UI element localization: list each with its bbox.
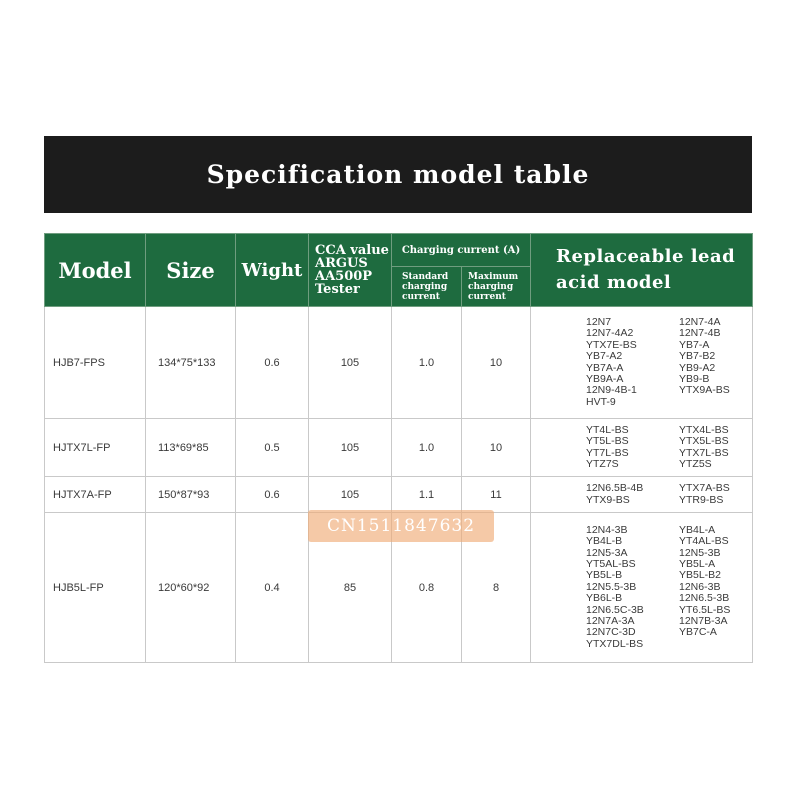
model-cell: HJB7-FPS — [45, 307, 146, 419]
size-cell: 150*87*93 — [146, 477, 236, 513]
replaceable-model: 12N6-3B — [679, 580, 721, 593]
replaceable-model: 12N5-3B — [679, 546, 721, 559]
replaceable-model: YB5L-B — [586, 569, 623, 582]
replaceable-model: YT5AL-BS — [586, 557, 636, 570]
replaceable-model: YTX9A-BS — [679, 384, 730, 397]
replaceable-model: YT4L-BS — [586, 423, 629, 436]
model-cell: HJB5L-FP — [45, 513, 146, 663]
header-maximum-line: Maximum — [468, 271, 519, 282]
replaceable-model: 12N7A-3A — [586, 615, 635, 628]
replaceable-model: 12N7-4B — [679, 327, 721, 340]
replaceable-model: YT7L-BS — [586, 446, 629, 459]
replaceable-list — [531, 525, 752, 650]
title-banner — [44, 136, 752, 213]
replaceable-list — [531, 317, 752, 408]
header-replaceable-line: Replaceable lead — [556, 246, 736, 267]
weight-cell: 0.4 — [236, 513, 309, 663]
standard-current-cell: 1.0 — [392, 419, 462, 477]
cca-cell: 105 — [309, 307, 392, 419]
maximum-current-cell: 10 — [462, 419, 531, 477]
header-replaceable — [531, 234, 753, 307]
replaceable-model: 12N7 — [586, 315, 612, 328]
header-standard-line: charging — [402, 281, 448, 292]
header-cca-line: ARGUS — [315, 256, 368, 271]
header-cca-line: CCA value — [315, 243, 389, 258]
header-replaceable-line: acid model — [556, 272, 672, 293]
replaceable-model: 12N5-3A — [586, 546, 628, 559]
cca-cell: 105 — [309, 477, 392, 513]
header-cca-line: AA500P — [315, 269, 373, 284]
header-cca-line: Tester — [315, 282, 360, 297]
replaceable-list — [531, 483, 752, 506]
model-cell: HJTX7A-FP — [45, 477, 146, 513]
replaceable-model: YB4L-A — [679, 523, 716, 536]
maximum-current-cell: 11 — [462, 477, 531, 513]
header-standard-line: Standard — [402, 271, 449, 282]
replaceable-model: YB4L-B — [586, 535, 623, 548]
replaceable-model: YB9-B — [679, 372, 710, 385]
replaceable-model: YTX7L-BS — [679, 446, 729, 459]
replaceable-model: 12N7-4A2 — [586, 327, 634, 340]
cca-cell: 85 — [309, 513, 392, 663]
replaceable-model: YB7-B2 — [679, 350, 716, 363]
replaceable-model: YB5L-A — [679, 557, 716, 570]
header-cca — [309, 234, 392, 307]
replaceable-model: YB9A-A — [586, 372, 624, 385]
model-cell: HJTX7L-FP — [45, 419, 146, 477]
header-weight: Wight — [236, 234, 309, 307]
replaceable-model: YB6L-B — [586, 592, 623, 605]
replaceable-model: YB7C-A — [679, 626, 717, 639]
header-size: Size — [146, 234, 236, 307]
table-row — [45, 477, 753, 513]
replaceable-model: YT4AL-BS — [679, 535, 729, 548]
replaceable-model: 12N7-4A — [679, 315, 721, 328]
replaceable-model: YTZ5S — [679, 457, 712, 470]
replaceable-model: 12N6.5C-3B — [586, 603, 644, 616]
replaceable-model: YB7-A — [679, 338, 710, 351]
header-charging-current: Charging current (A) — [392, 234, 531, 267]
weight-cell: 0.5 — [236, 419, 309, 477]
header-maximum-current — [462, 267, 531, 307]
replaceable-model: 12N6.5-3B — [679, 592, 730, 605]
replaceable-model: YB7A-A — [586, 361, 624, 374]
header-model: Model — [45, 234, 146, 307]
replaceable-model: YTX7A-BS — [679, 482, 730, 495]
replaceable-cell — [531, 477, 753, 513]
header-standard-line: current — [402, 291, 440, 302]
header-maximum-line: charging — [468, 281, 514, 292]
table-row — [45, 419, 753, 477]
maximum-current-cell: 10 — [462, 307, 531, 419]
replaceable-model: YTX7E-BS — [586, 338, 637, 351]
replaceable-cell — [531, 419, 753, 477]
size-cell: 113*69*85 — [146, 419, 236, 477]
replaceable-model: YTX5L-BS — [679, 435, 729, 448]
replaceable-cell — [531, 307, 753, 419]
replaceable-model: 12N7C-3D — [586, 626, 636, 639]
replaceable-model: YTX4L-BS — [679, 423, 729, 436]
replaceable-list — [531, 425, 752, 471]
header-standard-current — [392, 267, 462, 307]
watermark: CN1511847632 — [308, 510, 494, 542]
size-cell: 134*75*133 — [146, 307, 236, 419]
replaceable-model: HVT-9 — [586, 395, 616, 408]
spec-table — [44, 233, 753, 663]
replaceable-model: YTX7DL-BS — [586, 637, 644, 650]
replaceable-model: 12N6.5B-4B — [586, 482, 644, 495]
page-title: Specification model table — [206, 160, 590, 189]
weight-cell: 0.6 — [236, 307, 309, 419]
replaceable-model: YT5L-BS — [586, 435, 629, 448]
table-row — [45, 307, 753, 419]
cca-cell: 105 — [309, 419, 392, 477]
standard-current-cell: 1.1 — [392, 477, 462, 513]
replaceable-model: YT6.5L-BS — [679, 603, 731, 616]
size-cell: 120*60*92 — [146, 513, 236, 663]
header-maximum-line: current — [468, 291, 506, 302]
replaceable-model: 12N5.5-3B — [586, 580, 637, 593]
standard-current-cell: 1.0 — [392, 307, 462, 419]
replaceable-cell — [531, 513, 753, 663]
replaceable-model: YTX9-BS — [586, 493, 630, 506]
maximum-current-cell: 8 — [462, 513, 531, 663]
replaceable-model: YB5L-B2 — [679, 569, 722, 582]
replaceable-model: YB7-A2 — [586, 350, 623, 363]
standard-current-cell: 0.8 — [392, 513, 462, 663]
replaceable-model: YTZ7S — [586, 457, 619, 470]
weight-cell: 0.6 — [236, 477, 309, 513]
replaceable-model: 12N4-3B — [586, 523, 628, 536]
replaceable-model: YB9-A2 — [679, 361, 716, 374]
replaceable-model: 12N9-4B-1 — [586, 384, 637, 397]
replaceable-model: 12N7B-3A — [679, 615, 728, 628]
replaceable-model: YTR9-BS — [679, 493, 724, 506]
